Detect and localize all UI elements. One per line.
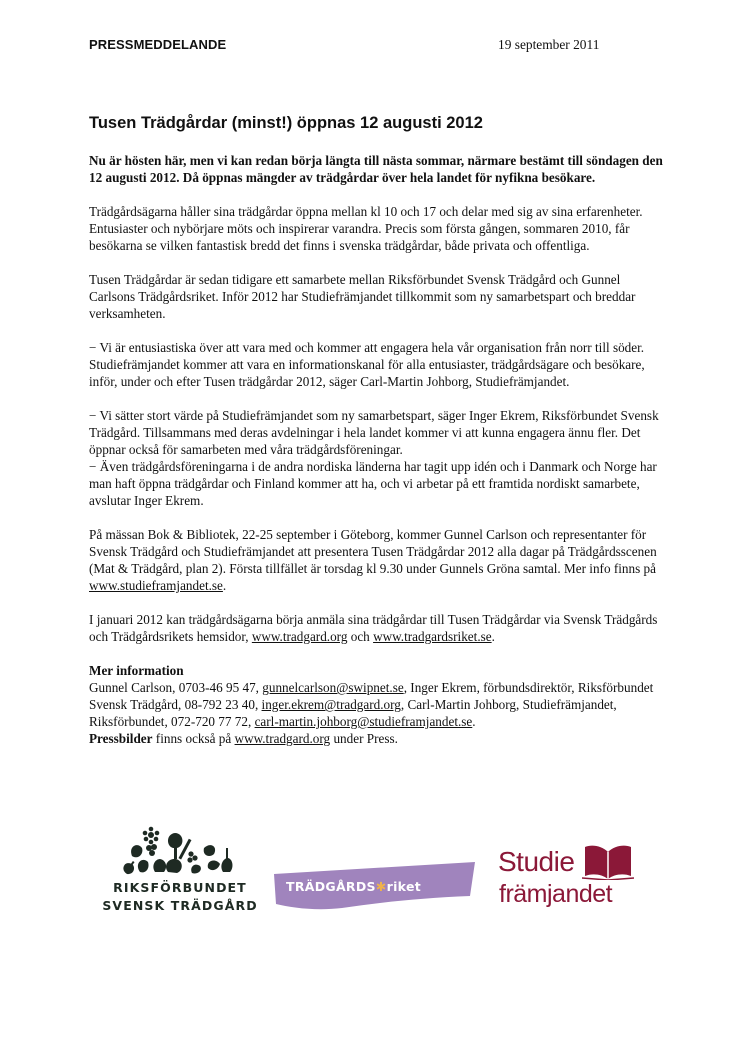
riket-text: riket (386, 879, 422, 894)
more-info-section (89, 662, 664, 747)
studie-text: Studie (498, 846, 575, 877)
tradgardsriket-wordmark (286, 879, 421, 894)
contact-text: , Carl-Martin Johborg, Studiefrämjandet, Riksförbundet, 072-720 77 72, (89, 697, 617, 729)
document-title: Tusen Trädgårdar (minst!) öppnas 12 augusti 2012 (89, 114, 483, 132)
book-fair-text: På mässan Bok & Bibliotek, 22-25 september i Göteborg, kommer Gunnel Carlson och representanter för Svensk Trädgård och Studiefrämjandet att presentera Tusen Trädgårdar 2012 alla dagar på Trädgårdsscenen (Mat & Trädgård, plan 2). Första tillfället är torsdag kl 9.30 under Gunnels Gröna samtal. Mer info finns på (89, 527, 657, 576)
studieframjandet-logo (498, 844, 638, 914)
studieframjandet-link[interactable]: www.studieframjandet.se (89, 578, 223, 593)
riksforbundet-svensk-tradgard-logo (100, 826, 260, 922)
paragraph-quote-johborg: − Vi är entusiastiska över att vara med och kommer att engagera hela vår organisation från norr till söder. Studiefrämjandet kommer att vara en informationskanal för alla entusiaster, trädgårdsägare och besökare, inför, under och efter Tusen trädgårdar 2012, säger Carl-Martin Johborg, Studiefrämjandet. (89, 340, 645, 389)
press-text-end: under Press. (330, 731, 398, 746)
email-inger-link[interactable]: inger.ekrem@tradgard.org (261, 697, 401, 712)
period: . (222, 578, 227, 593)
garden-tools-icon (100, 826, 260, 878)
rst-line-2: SVENSK TRÄDGÅRD (102, 898, 258, 913)
paragraph-open-gardens: Trädgårdsägarna håller sina trädgårdar öppna mellan kl 10 och 17 och delar med sig av sina erfarenheter. Entusiaster och nybörjare möts och inspirerar varandra. Precis som första gången, sommaren 2010, får besökarna se vilken fantastisk bredd det finns i svenska trädgårdar, både privata och offentliga. (89, 204, 643, 253)
tradgard-link[interactable]: www.tradgard.org (251, 629, 348, 644)
open-book-icon (582, 844, 634, 880)
contact-text: . (472, 714, 476, 729)
conjunction: och (347, 629, 374, 644)
lead-paragraph: Nu är hösten här, men vi kan redan börja längta till nästa sommar, närmare bestämt till söndagen den 12 augusti 2012. Då öppnas mängder av trädgårdar över hela landet för nyfikna besökare. (89, 153, 663, 185)
paragraph-quote-ekrem: − Vi sätter stort värde på Studiefrämjandet som ny samarbetspart, säger Inger Ekrem, Riksförbundet Svensk Trädgård. Tillsammans med deras avdelningar i hela landet kommer vi att kunna engagera ännu fler. Det öppnar också för samarbeten med våra trädgårdsföreningar. (89, 408, 659, 457)
star-icon: ✱ (375, 879, 387, 894)
email-gunnel-link[interactable]: gunnelcarlson@swipnet.se (262, 680, 404, 695)
rst-line-1: RIKSFÖRBUNDET (113, 880, 247, 895)
contact-text: , Inger Ekrem, förbundsdirektör, Riksförbundet Svensk Trädgård, 08-792 23 40, (89, 680, 654, 712)
document-body (89, 152, 664, 747)
tradgardsriket-logo (272, 862, 477, 912)
partner-logos (100, 826, 660, 926)
framjandet-text: främjandet (499, 880, 613, 908)
press-tradgard-link[interactable]: www.tradgard.org (234, 731, 331, 746)
press-text: finns också på (152, 731, 235, 746)
email-carl-martin-link[interactable]: carl-martin.johborg@studieframjandet.se (254, 714, 473, 729)
more-info-heading: Mer information (89, 663, 184, 678)
press-images-label: Pressbilder (89, 731, 153, 746)
period: . (491, 629, 495, 644)
tradgards-text: TRÄDGÅRDS (286, 879, 376, 894)
document-header (89, 37, 607, 55)
paragraph-registration (89, 611, 664, 645)
contact-text: Gunnel Carlson, 0703-46 95 47, (89, 680, 263, 695)
paragraph-book-fair (89, 526, 664, 594)
paragraph-collaboration: Tusen Trädgårdar är sedan tidigare ett samarbete mellan Riksförbundet Svensk Trädgård och Gunnel Carlsons Trädgårdsriket. Inför 2012 har Studiefrämjandet tillkommit som ny samarbetspart och breddar verksamheten. (89, 272, 636, 321)
registration-text: I januari 2012 kan trädgårdsägarna börja anmäla sina trädgårdar till Tusen Trädgårdar via Svensk Trädgårds och Trädgårdsrikets hemsidor, (89, 612, 658, 644)
tradgardsriket-link[interactable]: www.tradgardsriket.se (373, 629, 492, 644)
paragraph-nordic: − Även trädgårdsföreningarna i de andra nordiska länderna har tagit upp idén och i Danmark och Norge har man haft öppna trädgårdar och Finland kommer att ha, och vi arbetar på ett framtida nordiskt samarbete, avslutar Inger Ekrem. (89, 459, 657, 508)
release-date: 19 september 2011 (498, 37, 600, 52)
press-release-label: PRESSMEDDELANDE (89, 37, 227, 52)
